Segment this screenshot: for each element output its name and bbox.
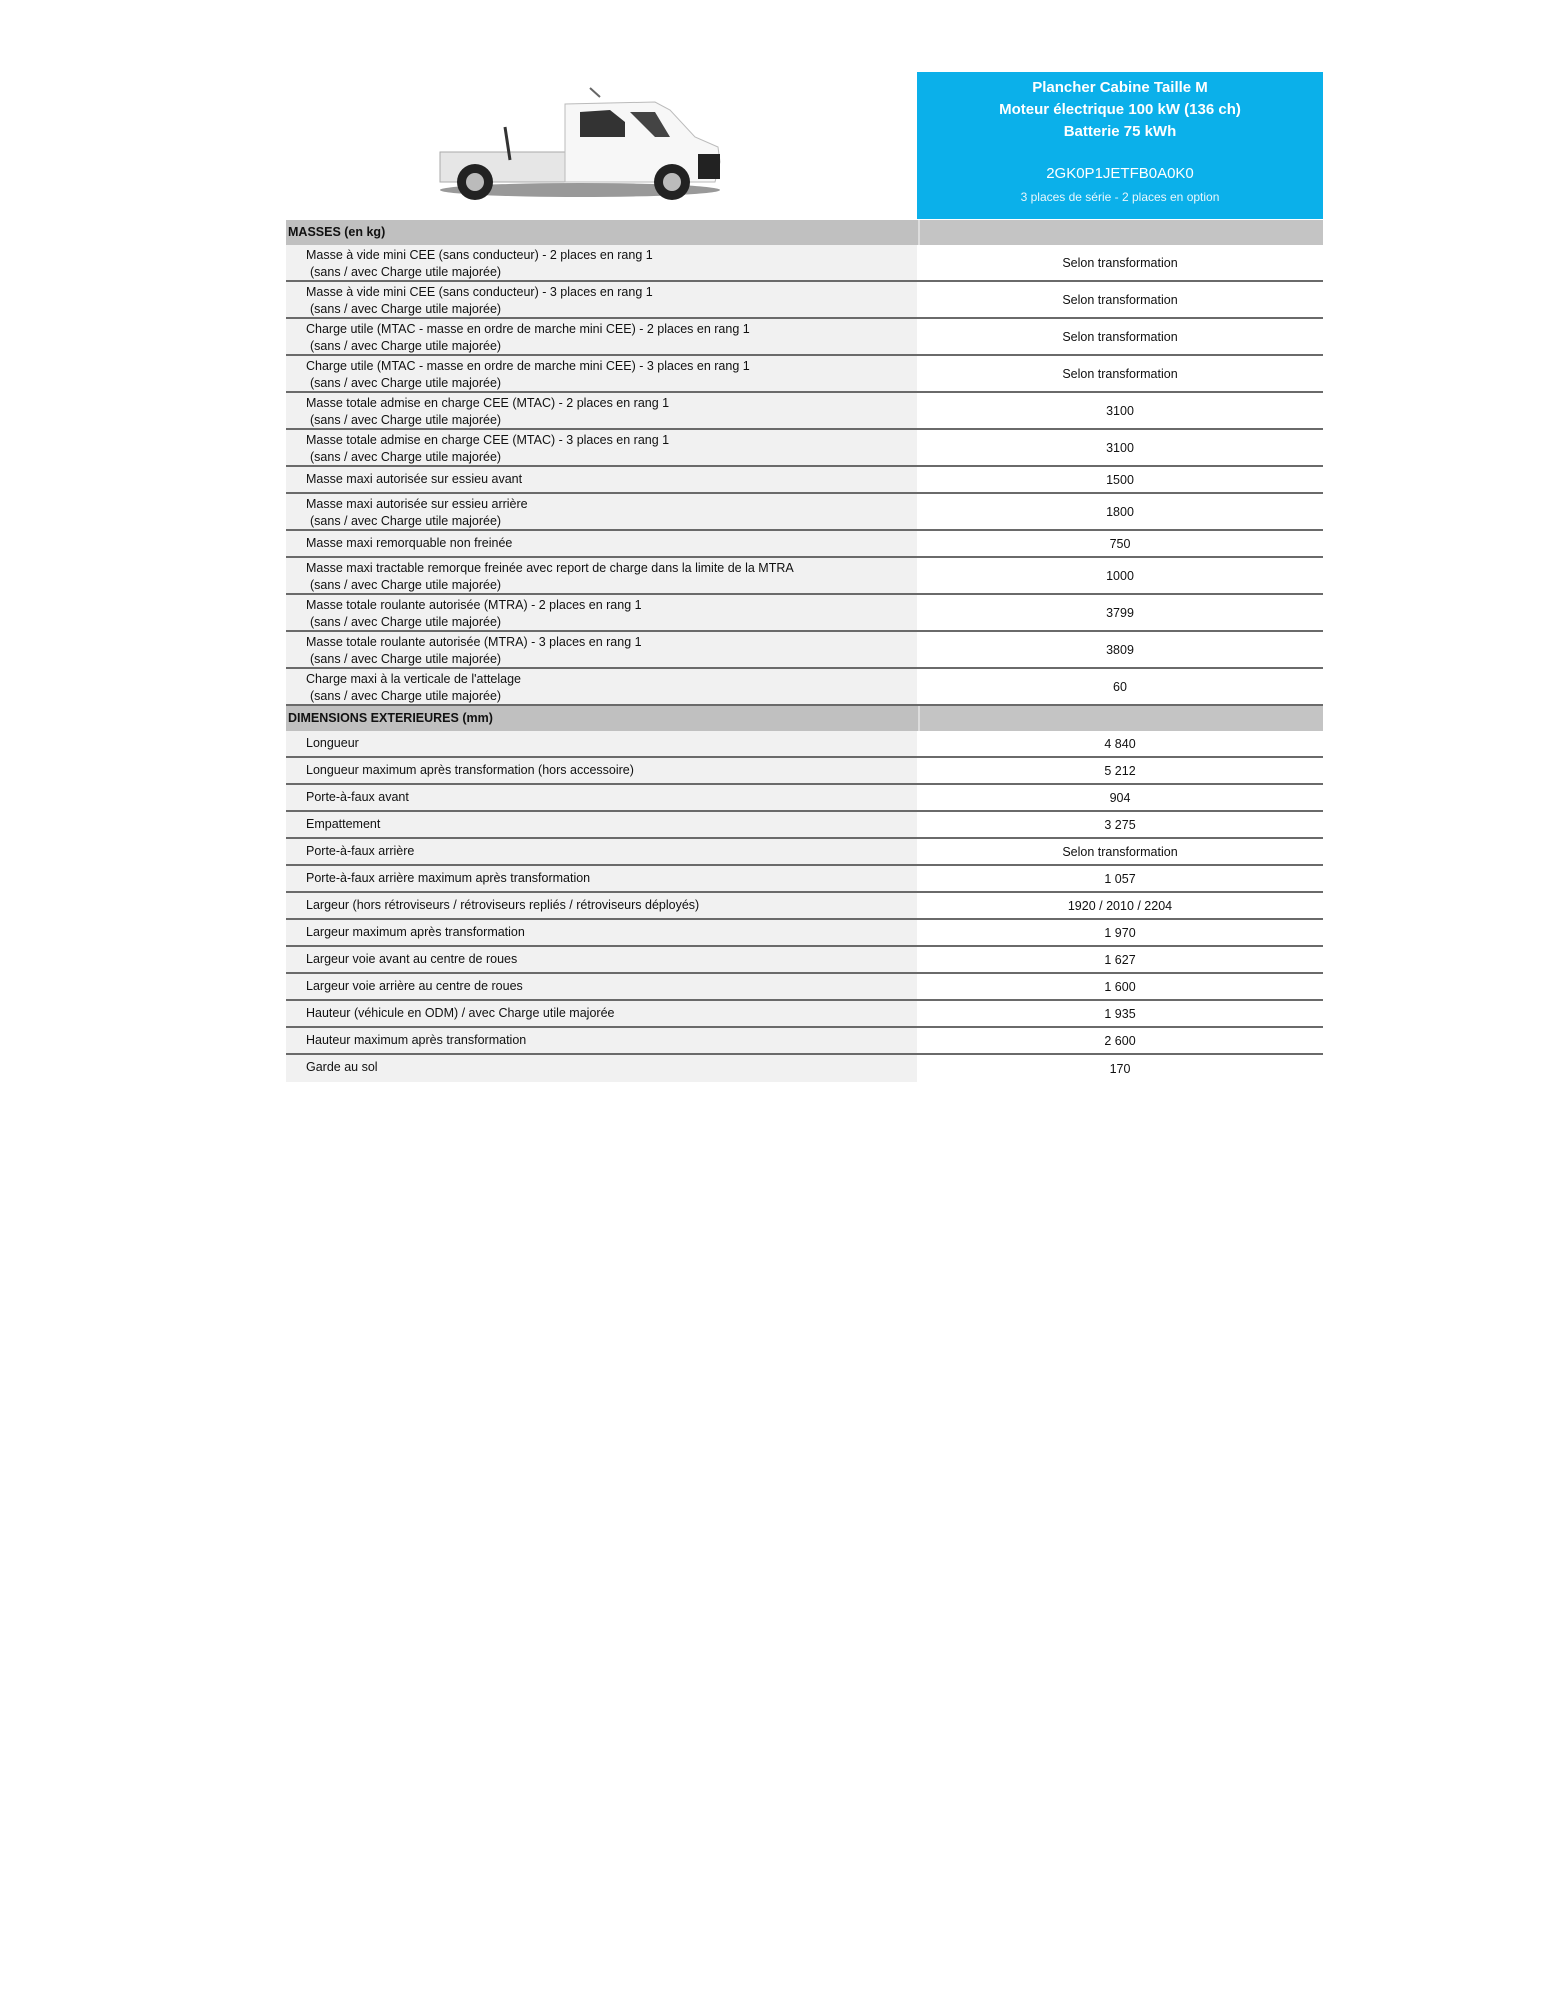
row-label-cell — [286, 1028, 917, 1053]
section-title: DIMENSIONS EXTERIEURES (mm) — [288, 711, 493, 725]
row-value: 3809 — [1106, 642, 1134, 657]
row-label: Longueur maximum après transformation (hors accessoire) — [306, 763, 634, 777]
row-label-cell — [286, 282, 917, 317]
row-label: Longueur — [306, 736, 359, 750]
table-row — [286, 812, 1323, 839]
table-row — [286, 282, 1323, 319]
row-value: 4 840 — [1104, 736, 1136, 751]
version-header — [917, 72, 1323, 219]
table-row — [286, 393, 1323, 430]
row-value: 3 275 — [1104, 817, 1136, 832]
row-label-cell — [286, 467, 917, 492]
row-label-cell — [286, 947, 917, 972]
row-label-cell — [286, 356, 917, 391]
row-label: Masse totale admise en charge CEE (MTAC) - 3 places en rang 1 — [306, 433, 670, 447]
row-value: Selon transformation — [1062, 292, 1178, 307]
section-title: MASSES (en kg) — [288, 225, 386, 239]
row-value: 1 970 — [1104, 925, 1136, 940]
table-row — [286, 632, 1323, 669]
row-label-cell — [286, 920, 917, 945]
row-label-cell — [286, 319, 917, 354]
row-value: Selon transformation — [1062, 329, 1178, 344]
row-value: 1000 — [1106, 568, 1134, 583]
row-sublabel: (sans / avec Charge utile majorée) — [310, 615, 502, 629]
row-label: Empattement — [306, 817, 381, 831]
row-label: Largeur (hors rétroviseurs / rétroviseurs repliés / rétroviseurs déployés) — [306, 898, 700, 912]
row-sublabel: (sans / avec Charge utile majorée) — [310, 652, 502, 666]
table-row — [286, 245, 1323, 282]
table-row — [286, 356, 1323, 393]
table-row — [286, 1028, 1323, 1055]
row-label: Porte-à-faux avant — [306, 790, 409, 804]
table-row — [286, 785, 1323, 812]
row-label-cell — [286, 812, 917, 837]
row-label: Masse totale admise en charge CEE (MTAC) - 2 places en rang 1 — [306, 396, 670, 410]
row-value: 1920 / 2010 / 2204 — [1067, 898, 1173, 913]
version-code: 2GK0P1JETFB0A0K0 — [1046, 165, 1194, 182]
row-label-cell — [286, 1055, 917, 1082]
row-value: 3100 — [1106, 403, 1134, 418]
table-row — [286, 758, 1323, 785]
section-header-masses — [286, 220, 1323, 245]
row-value: Selon transformation — [1062, 255, 1178, 270]
spec-table — [286, 220, 1323, 1082]
table-row — [286, 595, 1323, 632]
row-label-cell — [286, 866, 917, 891]
row-label: Masse totale roulante autorisée (MTRA) - 2 places en rang 1 — [306, 598, 642, 612]
table-row — [286, 467, 1323, 494]
row-value: 60 — [1113, 679, 1127, 694]
row-sublabel: (sans / avec Charge utile majorée) — [310, 302, 502, 316]
row-value: 1 627 — [1104, 952, 1136, 967]
row-label-cell — [286, 731, 917, 756]
table-row — [286, 319, 1323, 356]
row-sublabel: (sans / avec Charge utile majorée) — [310, 689, 502, 703]
table-row — [286, 947, 1323, 974]
table-row — [286, 669, 1323, 706]
row-label: Charge utile (MTAC - masse en ordre de marche mini CEE) - 3 places en rang 1 — [306, 359, 750, 373]
table-row — [286, 430, 1323, 467]
row-label-cell — [286, 839, 917, 864]
table-row — [286, 974, 1323, 1001]
row-sublabel: (sans / avec Charge utile majorée) — [310, 514, 502, 528]
table-row — [286, 866, 1323, 893]
row-value: 1800 — [1106, 504, 1134, 519]
row-value: 1500 — [1106, 472, 1134, 487]
table-row — [286, 731, 1323, 758]
row-label-cell — [286, 632, 917, 667]
row-label-cell — [286, 758, 917, 783]
row-label: Masse à vide mini CEE (sans conducteur) - 3 places en rang 1 — [306, 285, 653, 299]
row-value: 170 — [1109, 1061, 1131, 1076]
table-row — [286, 893, 1323, 920]
row-value: 1 935 — [1104, 1006, 1136, 1021]
row-label: Hauteur (véhicule en ODM) / avec Charge utile majorée — [306, 1006, 615, 1020]
row-label: Masse maxi remorquable non freinée — [306, 536, 513, 550]
table-row — [286, 920, 1323, 947]
row-value: Selon transformation — [1062, 844, 1178, 859]
row-value: 1 057 — [1104, 871, 1136, 886]
row-label: Masse maxi autorisée sur essieu arrière — [306, 497, 528, 511]
vehicle-image — [430, 82, 730, 207]
row-label: Charge maxi à la verticale de l'attelage — [306, 672, 522, 686]
table-row — [286, 558, 1323, 595]
row-label: Masse à vide mini CEE (sans conducteur) - 2 places en rang 1 — [306, 248, 653, 262]
row-label-cell — [286, 669, 917, 704]
row-label: Charge utile (MTAC - masse en ordre de marche mini CEE) - 2 places en rang 1 — [306, 322, 750, 336]
row-label: Porte-à-faux arrière maximum après transformation — [306, 871, 591, 885]
header-title-line: Moteur électrique 100 kW (136 ch) — [999, 101, 1241, 118]
section-header-dimensions — [286, 706, 1323, 731]
row-label-cell — [286, 430, 917, 465]
row-label-cell — [286, 393, 917, 428]
row-sublabel: (sans / avec Charge utile majorée) — [310, 413, 502, 427]
row-sublabel: (sans / avec Charge utile majorée) — [310, 339, 502, 353]
row-sublabel: (sans / avec Charge utile majorée) — [310, 578, 502, 592]
row-label-cell — [286, 1001, 917, 1026]
row-value: 750 — [1109, 536, 1131, 551]
row-label: Masse maxi tractable remorque freinée avec report de charge dans la limite de la MTRA — [306, 561, 794, 575]
row-label: Largeur maximum après transformation — [306, 925, 525, 939]
row-value: 2 600 — [1104, 1033, 1136, 1048]
row-sublabel: (sans / avec Charge utile majorée) — [310, 376, 502, 390]
row-sublabel: (sans / avec Charge utile majorée) — [310, 450, 502, 464]
header-title-line: Batterie 75 kWh — [1063, 123, 1177, 140]
row-value: 1 600 — [1104, 979, 1136, 994]
row-value: 5 212 — [1104, 763, 1136, 778]
row-label-cell — [286, 558, 917, 593]
row-label: Hauteur maximum après transformation — [306, 1033, 527, 1047]
row-label: Porte-à-faux arrière — [306, 844, 415, 858]
row-value: 3799 — [1106, 605, 1134, 620]
row-value: 3100 — [1106, 440, 1134, 455]
row-label: Masse maxi autorisée sur essieu avant — [306, 472, 523, 486]
table-row — [286, 1001, 1323, 1028]
row-sublabel: (sans / avec Charge utile majorée) — [310, 265, 502, 279]
row-label: Largeur voie avant au centre de roues — [306, 952, 518, 966]
row-label-cell — [286, 974, 917, 999]
table-row — [286, 1055, 1323, 1082]
row-label-cell — [286, 494, 917, 529]
table-row — [286, 531, 1323, 558]
row-label-cell — [286, 531, 917, 556]
row-label: Garde au sol — [306, 1060, 378, 1074]
row-label-cell — [286, 245, 917, 280]
row-label-cell — [286, 595, 917, 630]
row-value: Selon transformation — [1062, 366, 1178, 381]
seats-note: 3 places de série - 2 places en option — [1020, 190, 1220, 204]
table-row — [286, 494, 1323, 531]
row-label: Masse totale roulante autorisée (MTRA) - 3 places en rang 1 — [306, 635, 642, 649]
row-label-cell — [286, 785, 917, 810]
table-row — [286, 839, 1323, 866]
row-label: Largeur voie arrière au centre de roues — [306, 979, 523, 993]
header-title-line: Plancher Cabine Taille M — [1032, 79, 1208, 96]
row-value: 904 — [1109, 790, 1131, 805]
row-label-cell — [286, 893, 917, 918]
